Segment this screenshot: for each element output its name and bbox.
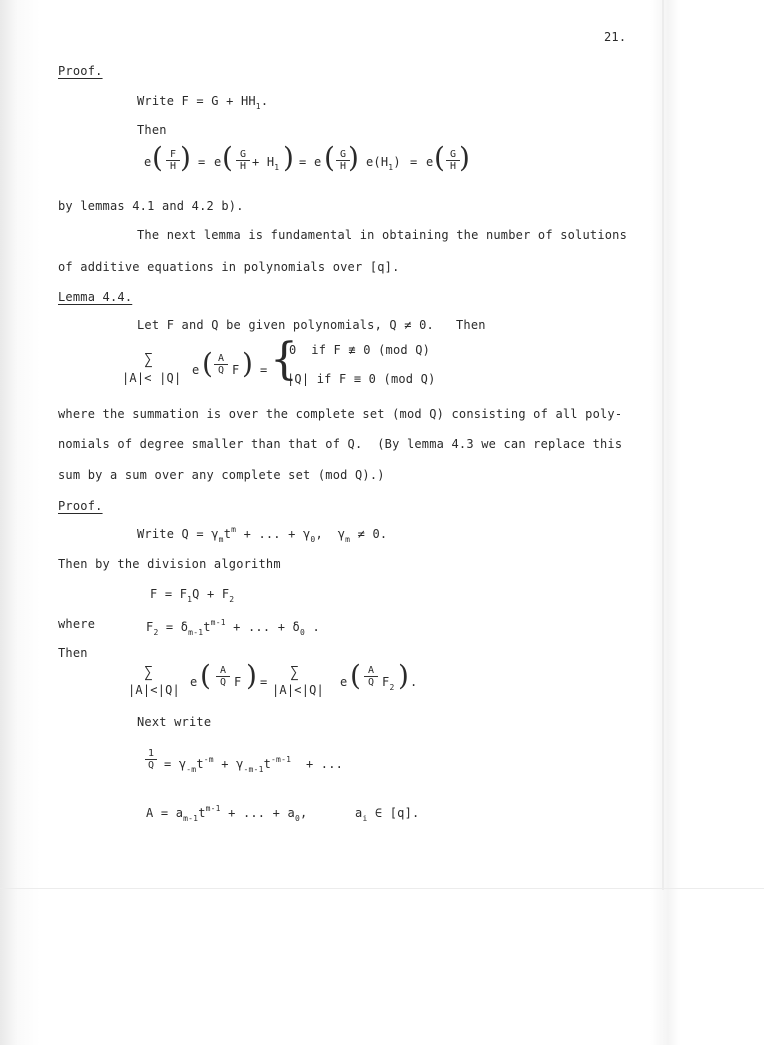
a-expansion: $A = a_{m-1}t^{m-1}$ + ... + $a_0$, xyxy=(146,804,308,823)
then-label-3: Then xyxy=(58,646,88,660)
where-line-1: where the summation is over the complete set (mod Q) consisting of all poly- xyxy=(58,407,623,421)
page-bottom-edge xyxy=(0,888,764,889)
proof2-heading: Proof. xyxy=(58,499,103,513)
a-coefficient-domain: $a_i$ ∈ [q]. xyxy=(355,806,420,823)
then-label-1: Then xyxy=(137,123,167,137)
page-number: 21. xyxy=(604,30,627,44)
lemma-heading: Lemma 4.4. xyxy=(58,290,133,304)
by-lemmas-line: by lemmas 4.1 and 4.2 b). xyxy=(58,199,244,213)
page-edge-shadow xyxy=(662,0,664,890)
f-decomposition: $F = F_1Q + F_2$ xyxy=(150,587,235,604)
proof-heading: Proof. xyxy=(58,64,103,78)
case-1: 0 if F ≢ 0 (mod Q) xyxy=(289,343,431,357)
lemma-statement: Let F and Q be given polynomials, Q ≠ 0. xyxy=(137,318,434,332)
next-write-label: Next write xyxy=(137,715,212,729)
write-q-line: Write $Q = \gamma_mt^m$ + ... + $\gamma_0$, $\gamma_m \ne 0$. xyxy=(137,525,388,544)
paragraph-line-1: The next lemma is fundamental in obtaining the number of solutions xyxy=(137,228,628,242)
paragraph-line-2: of additive equations in polynomials over [q]. xyxy=(58,260,400,274)
f2-definition: $F_2 = \delta_{m-1}t^{m-1}$ + ... + $\delta_0$ . xyxy=(146,618,320,637)
where-line-2: nomials of degree smaller than that of Q. (By lemma 4.3 we can replace this xyxy=(58,437,623,451)
write-f-line: Write $F = G + HH_1$. xyxy=(137,94,269,111)
scanned-page: 21. Proof. Write $F = G + HH_1$. Then e ( $\frac{F}{H}$ ) = e ( $\frac{G}{H}$ + $H_1$ ) = e ( $\frac{G}{H}$ ) $e(H_1)$ = e ( $\frac{G}{H}$ ) by lemmas 4.1 and 4.2 b). The next lemma is fundamental in obtaining the number of solutions of additive equations in polynomials over [q]. Lemma 4.4. Let F and Q be given polynomials, Q ≠ 0. Then ∑ |A|< |Q| e ( $\frac{A}{Q}$ F ) = { 0 if F ≢ 0 (mod Q) |Q| if F ≡ 0 (mod Q) where the summation is over the complete set (mod Q) consisting of all poly- nomials of degree smaller than that of Q. (By lemma 4.3 we can replace this sum by a sum over any complete set (mod Q).) Proof. Write $Q = \gamma_mt^m$ + ... + $\gamma_0$, $\gamma_m \ne 0$. Then by the division algorithm $F = F_1Q + F_2$ where $F_2 = \delta_{m-1}t^{m-1}$ + ... + $\delta_0$ . Then ∑ |A|<|Q| e ( $\frac{A}{Q}$ F ) = ∑ |A|<|Q| e ( $\frac{A}{Q}$ $F_2$ ) . Next write $\frac{1}{Q}$ = $\gamma_{-m}t^{-m} + \gamma_{-m-1}t^{-m-1}$ + ... $A = a_{m-1}t^{m-1}$ + ... + $a_0$, $a_i$ ∈ [q]. xyxy=(0,0,764,1045)
then-label-2: Then xyxy=(456,318,486,332)
case-2: |Q| if F ≡ 0 (mod Q) xyxy=(287,372,436,386)
where-line-3: sum by a sum over any complete set (mod Q).) xyxy=(58,468,385,482)
division-algorithm-line: Then by the division algorithm xyxy=(58,557,281,571)
where-label: where xyxy=(58,617,96,631)
